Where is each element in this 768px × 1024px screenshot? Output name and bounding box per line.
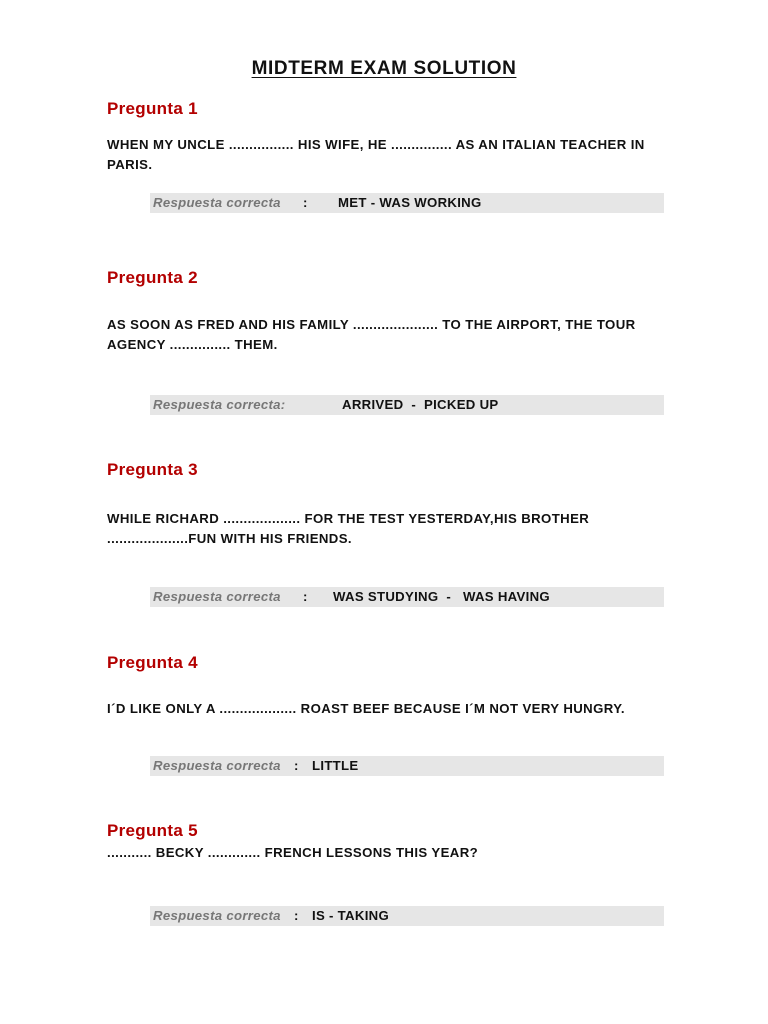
answer-2-value: ARRIVED - PICKED UP <box>342 397 499 412</box>
answer-1-label: Respuesta correcta <box>153 195 281 210</box>
answer-1-value: MET - WAS WORKING <box>338 195 482 210</box>
page-title: MIDTERM EXAM SOLUTION <box>251 58 517 79</box>
question-1-heading: Pregunta 1 <box>107 99 198 118</box>
answer-4-colon: : <box>294 758 299 773</box>
answer-5-label: Respuesta correcta <box>153 908 281 923</box>
answer-1-colon: : <box>303 195 308 210</box>
answer-2-label: Respuesta correcta: <box>153 397 286 412</box>
answer-3-box <box>150 587 664 607</box>
answer-5-box <box>150 906 664 926</box>
answer-3-label: Respuesta correcta <box>153 589 281 604</box>
answer-1-box <box>150 193 664 213</box>
answer-3-value: WAS STUDYING - WAS HAVING <box>333 589 550 604</box>
answer-4-label: Respuesta correcta <box>153 758 281 773</box>
answer-2-box <box>150 395 664 415</box>
answer-4-box <box>150 756 664 776</box>
question-4-heading: Pregunta 4 <box>107 653 198 672</box>
answer-5-colon: : <box>294 908 299 923</box>
question-1-text: WHEN MY UNCLE ................ HIS WIFE, HE ............... AS AN ITALIAN TEACHER IN PARIS. <box>107 137 645 172</box>
question-2-text: AS SOON AS FRED AND HIS FAMILY ..................... TO THE AIRPORT, THE TOUR AGENCY ............... THEM. <box>107 317 636 352</box>
question-2-heading: Pregunta 2 <box>107 268 198 287</box>
question-3-text: WHILE RICHARD ................... FOR THE TEST YESTERDAY,HIS BROTHER ....................FUN WITH HIS FRIENDS. <box>107 511 590 546</box>
question-5-text: ........... BECKY ............. FRENCH LESSONS THIS YEAR? <box>107 845 479 860</box>
answer-4-value: LITTLE <box>312 758 359 773</box>
question-3-heading: Pregunta 3 <box>107 460 198 479</box>
answer-5-value: IS - TAKING <box>312 908 390 923</box>
question-5-heading: Pregunta 5 <box>107 821 198 840</box>
question-4-text: I´D LIKE ONLY A ................... ROAST BEEF BECAUSE I´M NOT VERY HUNGRY. <box>107 701 625 716</box>
answer-3-colon: : <box>303 589 308 604</box>
